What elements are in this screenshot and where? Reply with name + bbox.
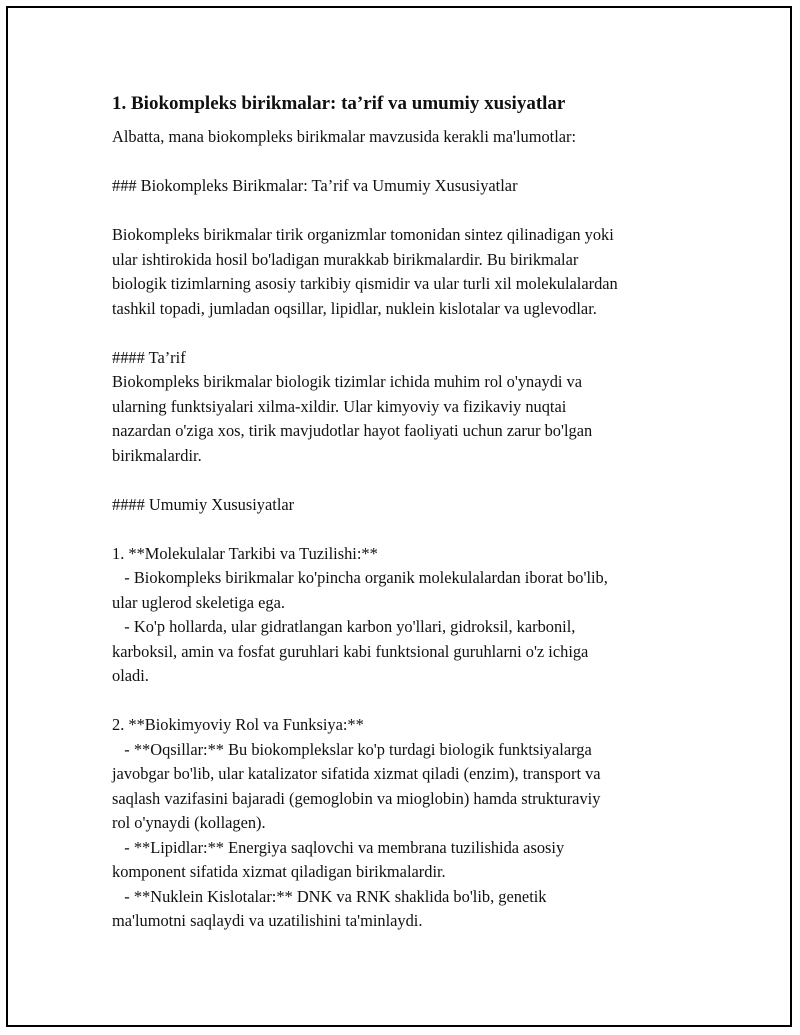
- document-body: Albatta, mana biokompleks birikmalar mavzusida kerakli ma'lumotlar: ### Biokompleks Birikmalar: Ta’rif va Umumiy Xususiyatlar Biokompleks birikmalar tirik organizmlar tomonidan sintez qilinadigan yoki ular ishtirokida hosil bo'ladigan murakkab birikmalardir. Bu birikmalar biologik tizimlarning asosiy tarkibiy qismidir va ular turli xil molekulalardan tashkil topadi, jumladan oqsillar, lipidlar, nuklein kislotalar va uglevodlar. #### Ta’rif Biokompleks birikmalar biologik tizimlar ichida muhim rol o'ynaydi va ularning funktsiyalari xilma-xildir. Ular kimyoviy va fizikaviy nuqtai nazardan o'ziga xos, tirik mavjudotlar hayot faoliyati uchun zarur bo'lgan birikmalardir. #### Umumiy Xususiyatlar 1. **Molekulalar Tarkibi va Tuzilishi:** - Biokompleks birikmalar ko'pincha organik molekulalardan iborat bo'lib, ular uglerod skeletiga ega. - Ko'p hollarda, ular gidratlangan karbon yo'llari, gidroksil, karbonil, karboksil, amin va fosfat guruhlari kabi funktsional guruhlarni o'z ichiga oladi. 2. **Biokimyoviy Rol va Funksiya:** - **Oqsillar:** Bu biokomplekslar ko'p turdagi biologik funktsiyalarga javobgar bo'lib, ular katalizator sifatida xizmat qiladi (enzim), transport va saqlash vazifasini bajaradi (gemoglobin va mioglobin) hamda strukturaviy rol o'ynaydi (kollagen). - **Lipidlar:** Energiya saqlovchi va membrana tuzilishida asosiy komponent sifatida xizmat qiladigan birikmalardir. - **Nuklein Kislotalar:** DNK va RNK shaklida bo'lib, genetik ma'lumotni saqlaydi va uzatilishini ta'minlaydi.: [112, 127, 618, 930]
- document-content: [112, 91, 692, 934]
- document-title: 1. Biokompleks birikmalar: ta’rif va umumiy xusiyatlar: [112, 93, 566, 114]
